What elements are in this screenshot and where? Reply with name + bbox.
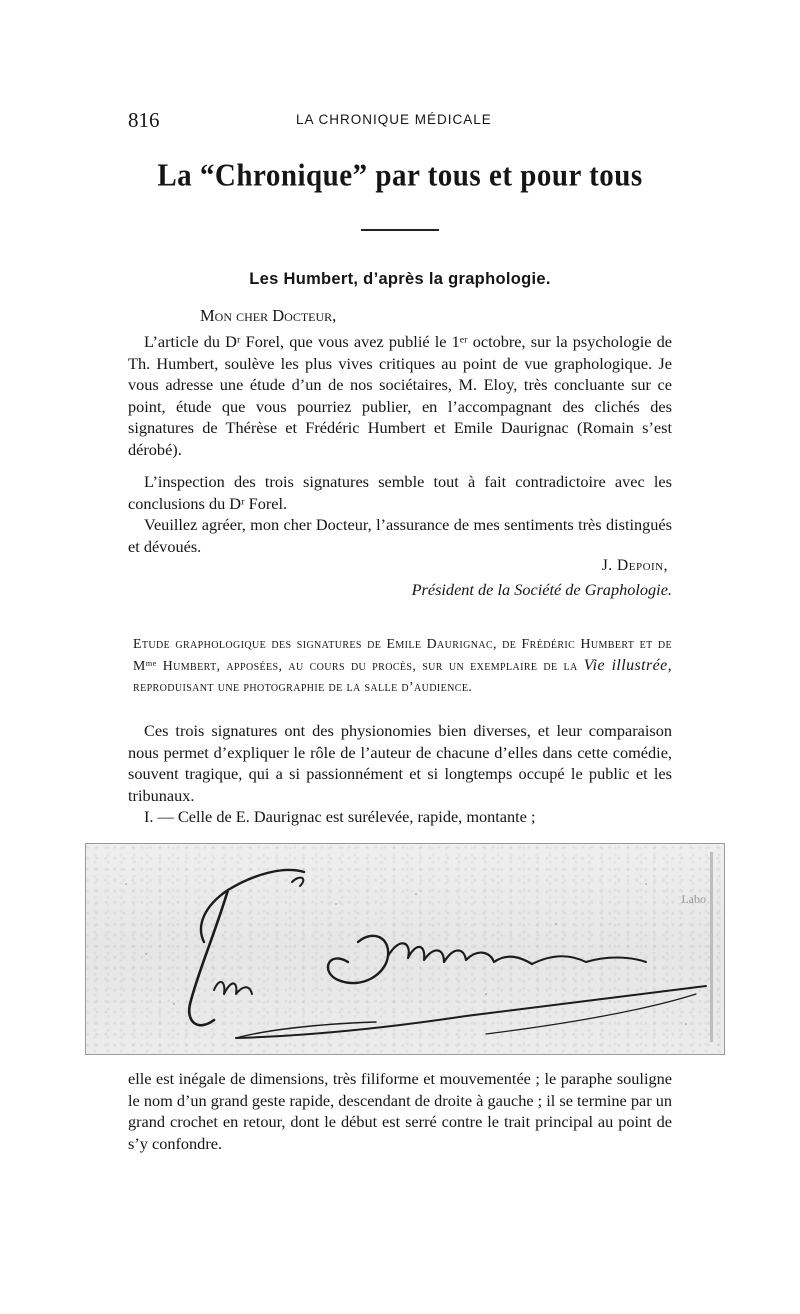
study-paragraph-1: Ces trois signatures ont des physionomies bien diverses, et leur comparaison nous permet d’expliquer le rôle de l’auteur de chacune d’elles dans cette comédie, souvent tragique, qui a si passionnément et si longtemps occupé le public et les tribunaux. [128, 721, 672, 805]
study-title-journal: Vie illustrée, [583, 656, 673, 674]
study-title-part-1: Etude graphologique des signatures de Emile Daurignac, de Frédéric Humbert et de Mᵐᵉ Humbert, apposées, au cours du procès, sur un exemplaire de la [133, 636, 672, 673]
study-paragraph-3: elle est inégale de dimensions, très filiforme et mouvementée ; le paraphe souligne le nom d’un grand geste rapide, descendant de droite à gauche ; il se termine par un grand crochet en retour, dont le début est serré contre le trait principal au point de s’y confondre. [128, 1069, 672, 1153]
signature-daurignac-image [86, 844, 724, 1054]
letter-paragraph-1: L’article du Dʳ Forel, que vous avez publié le 1ᵉʳ octobre, sur la psychologie de Th. Humbert, soulève les plus vives critiques au point de vue graphologique. Je vous adresse une étude d’un de nos sociétaires, M. Eloy, très concluante sur ce point, étude que vous pourriez publier, en l’accompagnant des clichés des signatures de Thérèse et Frédéric Humbert et Emile Daurignac (Romain s’est dérobé). [128, 332, 672, 459]
letter-paragraph-3: Veuillez agréer, mon cher Docteur, l’assurance de mes sentiments très distingués et dévoués. [128, 515, 672, 556]
article-title: Les Humbert, d’après la graphologie. [249, 270, 551, 288]
title-divider [361, 229, 439, 231]
study-title [133, 633, 672, 698]
signature-photograph [85, 843, 725, 1055]
letter-salutation: Mon cher Docteur, [200, 306, 337, 325]
page-number: 816 [128, 108, 160, 132]
section-title: La “Chronique” par tous et pour tous [157, 158, 643, 194]
signatory-role: Président de la Société de Graphologie. [411, 580, 672, 599]
photo-corner-text: Labo [681, 892, 706, 906]
running-title: LA CHRONIQUE MÉDICALE [296, 112, 492, 127]
study-title-part-2: reproduisant une photographie de la salle d’audience. [133, 679, 473, 694]
study-body [128, 720, 672, 828]
running-header [128, 108, 672, 132]
signatory-name: J. Depoin, [601, 557, 668, 574]
study-paragraph-2: I. — Celle de E. Daurignac est surélevée, rapide, montante ; [144, 807, 536, 826]
letter-paragraph-2: L’inspection des trois signatures semble tout à fait contradictoire avec les conclusions du Dʳ Forel. [128, 472, 672, 513]
